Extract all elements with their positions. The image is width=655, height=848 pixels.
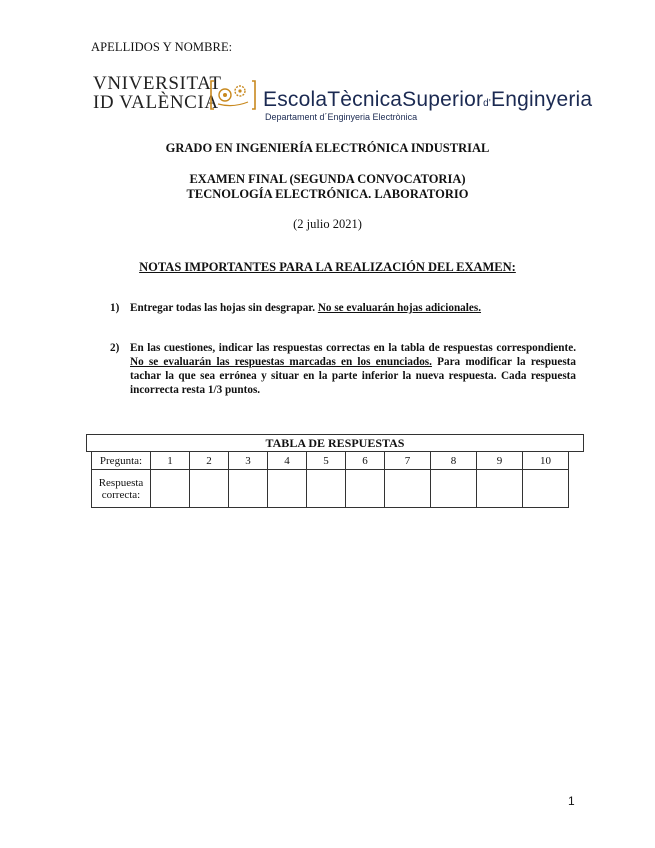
question-number: 8 — [431, 452, 477, 470]
page-number: 1 — [568, 794, 575, 808]
note-item-1 — [110, 301, 576, 315]
answer-cell-3[interactable] — [229, 470, 268, 508]
exam-date: (2 julio 2021) — [293, 217, 362, 231]
name-field-label: APELLIDOS Y NOMBRE: — [91, 40, 233, 54]
degree-title: GRADO EN INGENIERÍA ELECTRÓNICA INDUSTRIAL — [165, 141, 490, 155]
question-number: 2 — [190, 452, 229, 470]
note-text-continued: Para modificar la respuesta tachar la que sea errónea y situar en la parte inferior la nueva respuesta. Cada respuesta incorrecta resta 1/3 puntos. — [130, 356, 576, 396]
university-line-2: ID VALÈNCIA — [93, 92, 219, 113]
note-text: En las cuestiones, indicar las respuestas correctas en la tabla de respuestas correspondiente. — [130, 342, 576, 354]
question-number-row — [92, 452, 569, 470]
question-row-label: Pregunta: — [92, 452, 151, 470]
answer-cell-8[interactable] — [431, 470, 477, 508]
answer-cell-1[interactable] — [151, 470, 190, 508]
answer-row — [92, 470, 569, 508]
subject-title: TECNOLOGÍA ELECTRÓNICA. LABORATORIO — [186, 187, 469, 201]
notes-heading: NOTAS IMPORTANTES PARA LA REALIZACIÓN DEL EXAMEN: — [139, 260, 516, 274]
institution-logo — [93, 73, 593, 124]
answer-table — [91, 451, 569, 508]
note-number: 1) — [110, 302, 120, 314]
university-line-1: VNIVERSITAT — [93, 73, 222, 94]
answer-row-label: Respuesta correcta: — [92, 470, 151, 508]
answer-cell-5[interactable] — [307, 470, 346, 508]
question-number: 4 — [268, 452, 307, 470]
school-name: EscolaTècnicaSuperiord'Enginyeria — [263, 88, 593, 111]
department-name: Departament d´Enginyeria Electrònica — [265, 112, 418, 122]
exam-type: EXAMEN FINAL (SEGUNDA CONVOCATORIA) — [189, 172, 466, 186]
question-number: 10 — [523, 452, 569, 470]
note-number: 2) — [110, 342, 120, 354]
question-number: 5 — [307, 452, 346, 470]
answer-table-title: TABLA DE RESPUESTAS — [86, 434, 584, 452]
note-emphasis: No se evaluarán hojas adicionales. — [317, 302, 482, 314]
question-number: 6 — [346, 452, 385, 470]
school-emblem-icon — [208, 78, 258, 112]
question-number: 9 — [477, 452, 523, 470]
answer-cell-7[interactable] — [385, 470, 431, 508]
answer-cell-9[interactable] — [477, 470, 523, 508]
note-text: Entregar todas las hojas sin desgrapar. — [130, 302, 318, 314]
question-number: 7 — [385, 452, 431, 470]
answer-cell-4[interactable] — [268, 470, 307, 508]
university-wordmark — [93, 74, 222, 112]
answer-cell-6[interactable] — [346, 470, 385, 508]
answer-cell-2[interactable] — [190, 470, 229, 508]
question-number: 1 — [151, 452, 190, 470]
question-number: 3 — [229, 452, 268, 470]
note-emphasis: No se evaluarán las respuestas marcadas en los enunciados. — [130, 356, 432, 368]
note-item-2 — [110, 341, 576, 397]
answer-cell-10[interactable] — [523, 470, 569, 508]
